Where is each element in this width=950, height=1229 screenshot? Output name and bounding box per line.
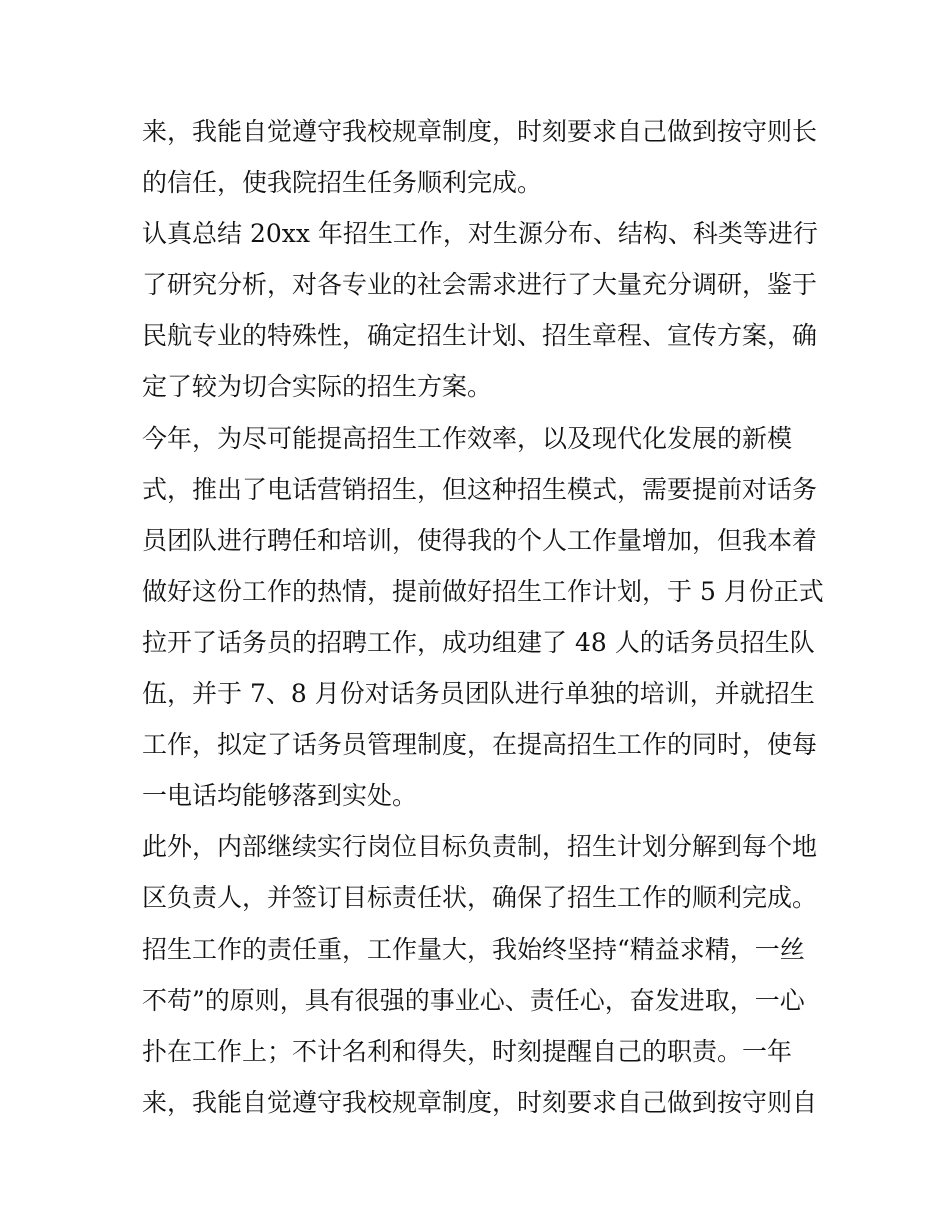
text-line: 定了较为切合实际的招生方案。 (142, 372, 493, 402)
text-line: 招生工作的责任重，工作量大，我始终坚持“精益求精，一丝 (142, 934, 805, 964)
text-line: 来，我能自觉遵守我校规章制度，时刻要求自己做到按守则长 (142, 117, 818, 146)
text-line: 拉开了话务员的招聘工作，成功组建了 48 人的话务员招生队 (142, 627, 815, 657)
text-line: 今年，为尽可能提高招生工作效率，以及现代化发展的新模 (142, 423, 793, 453)
text-line: 做好这份工作的热情，提前做好招生工作计划，于 5 月份正式 (142, 576, 824, 606)
text-line: 伍，并于 7、8 月份对话务员团队进行单独的培训，并就招生 (142, 679, 815, 709)
text-line: 式，推出了电话营销招生，但这种招生模式，需要提前对话务 (142, 474, 818, 504)
text-line: 工作，拟定了话务员管理制度，在提高招生工作的同时，使每 (142, 730, 818, 760)
text-line: 区负责人，并签订目标责任状，确保了招生工作的顺利完成。 (142, 883, 818, 913)
document-body (142, 106, 822, 1128)
text-line: 来，我能自觉遵守我校规章制度，时刻要求自己做到按守则自 (142, 1087, 818, 1117)
text-line: 一电话均能够落到实处。 (142, 781, 418, 811)
text-line: 此外，内部继续实行岗位目标负责制，招生计划分解到每个地 (142, 832, 818, 862)
text-line: 扑在工作上；不计名利和得失，时刻提醒自己的职责。一年 (142, 1036, 793, 1066)
text-line: 员团队进行聘任和培训，使得我的个人工作量增加，但我本着 (142, 525, 818, 555)
text-line: 了研究分析，对各专业的社会需求进行了大量充分调研，鉴于 (142, 270, 818, 300)
text-line: 的信任，使我院招生任务顺利完成。 (142, 168, 543, 198)
text-line: 认真总结 20xx 年招生工作，对生源分布、结构、科类等进行 (142, 219, 818, 249)
text-line: 民航专业的特殊性，确定招生计划、招生章程、宣传方案，确 (142, 321, 818, 351)
text-line: 不苟”的原则，具有很强的事业心、责任心，奋发进取，一心 (142, 985, 805, 1015)
